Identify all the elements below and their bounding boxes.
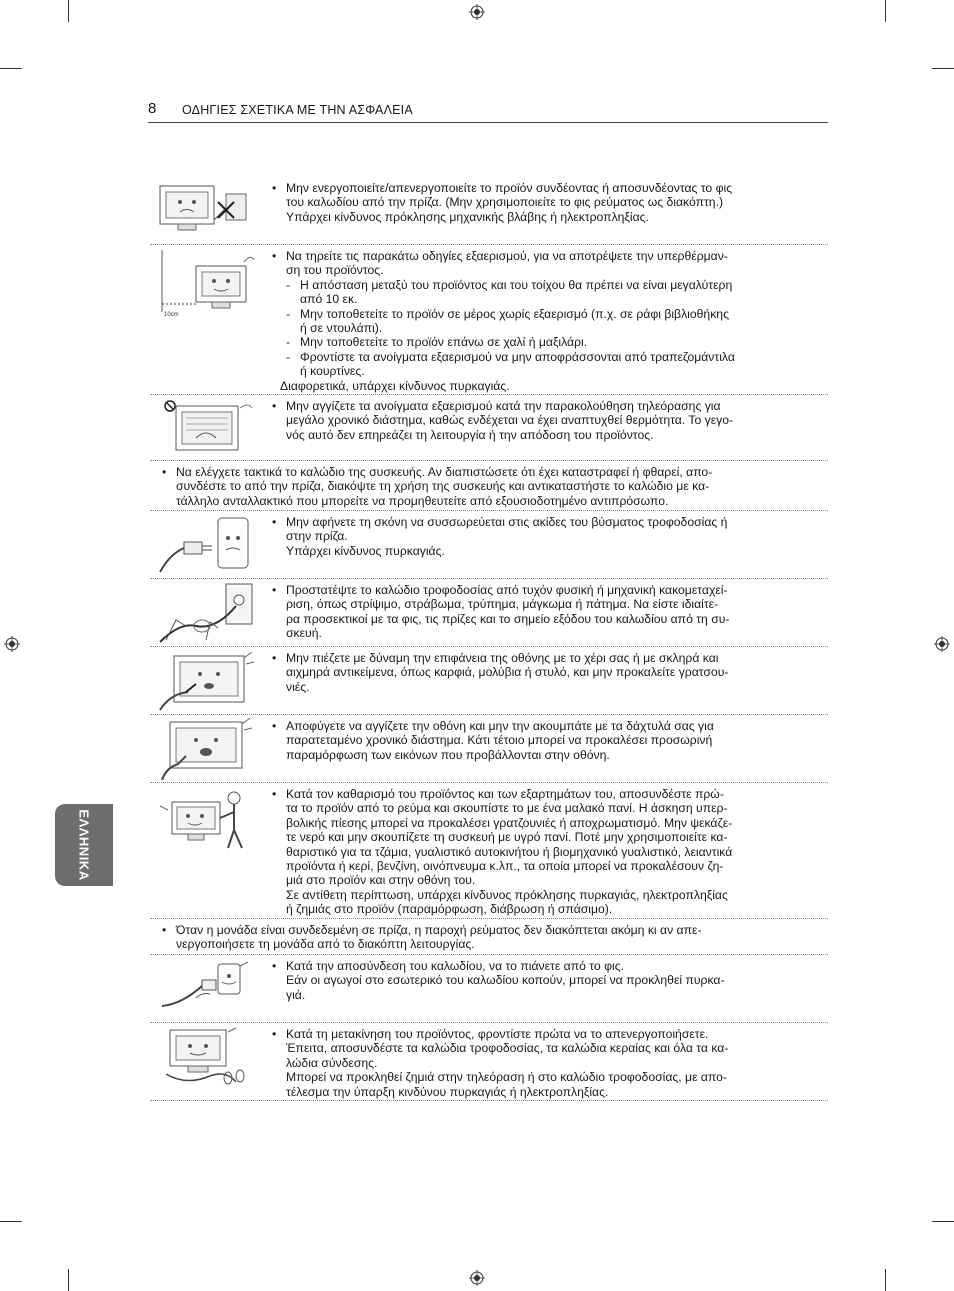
safety-item [150,646,828,715]
bullet-text: • Όταν η μονάδα είναι συνδεδεμένη σε πρίζα, η παροχή ρεύματος δεν διακόπτεται ακόμη κι αν απε- [162,923,812,937]
cable-protection-illustration [156,582,258,644]
body-text: νεργοποιήσετε τη μονάδα από το διακόπτη λειτουργίας. [176,937,475,952]
bullet-text: • Μην πιέζετε με δύναμη την επιφάνεια της οθόνης με το χέρι σας ή με σκληρά και [272,651,812,665]
unplug-by-plug-illustration [156,958,258,1020]
body-text: Εάν οι αγωγοί στο εσωτερικό του καλωδίου κοπούν, μπορεί να προκληθεί πυρκα- [286,973,725,988]
body-text: λώδια σύνδεσης. [286,1055,378,1070]
safety-item [150,1022,828,1101]
registration-mark-icon [4,636,20,652]
body-text: παρατεταμένο χρονικό διάστημα. Κάτι τέτοιο μπορεί να προκαλέσει προσωρινή [286,733,713,748]
dash-item: - Μην τοποθετείτε το προϊόν σε μέρος χωρίς εξαερισμό (π.χ. σε ράφι βιβλιοθήκης [272,307,812,321]
bullet-text: • Να τηρείτε τις παρακάτω οδηγίες εξαερισμού, για να αποτρέψετε την υπερθέρμαν- [272,249,812,263]
bullet-text: • Μην αφήνετε τη σκόνη να συσσωρεύεται στις ακίδες του βύσματος τροφοδοσίας ή [272,515,812,529]
body-text: τέλεσμα την ύπαρξη κινδύνου πυρκαγιάς ή ηλεκτροπληξίας. [286,1084,609,1099]
bullet-text: • Κατά την αποσύνδεση του καλωδίου, να το πιάνετε από το φις. [272,959,812,973]
body-text: Σε αντίθετη περίπτωση, υπάρχει κίνδυνος πρόκλησης πυρκαγιάς, ηλεκτροπληξίας [286,887,728,902]
crop-mark [68,0,69,22]
bullet-text: • Να ελέγχετε τακτικά το καλώδιο της συσκευής. Αν διαπιστώσετε ότι έχει καταστραφεί ή φθαρεί, απο- [162,465,812,479]
tv-unplug-illustration [156,180,258,238]
body-text: μεγάλο χρονικό διάστημα, καθώς ενδέχεται να έχει αναπτυχθεί θερμότητα. Το γεγο- [286,413,734,428]
screen-touch-illustration [156,718,258,780]
body-text: στην πρίζα. [286,529,348,544]
body-text: από 10 εκ. [300,292,358,307]
dash-item: - Φροντίστε τα ανοίγματα εξαερισμού να μην αποφράσσονται από τραπεζομάντιλα [272,350,812,364]
dash-item: - Μην τοποθετείτε το προϊόν επάνω σε χαλί ή μαξιλάρι. [272,335,812,349]
body-text: μιά στο προϊόν και στην οθόνη του. [286,873,476,888]
safety-item [150,578,828,647]
page-header [148,100,828,123]
crop-mark [932,68,954,69]
cleaning-illustration [156,786,258,852]
tv-moving-illustration [156,1026,258,1088]
language-tab [55,804,113,886]
body-text: προϊόντα ή κερί, βενζίνη, οινόπνευμα κ.λπ., τα οποία μπορεί να προκαλέσουν ζη- [286,859,724,874]
registration-mark-icon [934,636,950,652]
body-text: Υπάρχει κίνδυνος πυρκαγιάς. [286,543,445,558]
page-number: 8 [148,100,157,117]
tv-vent-illustration [156,398,258,458]
body-text: τάλληλο ανταλλακτικό που μπορείτε να προμηθευτείτε από εξουσιοδοτημένο αντιπρόσωπο. [176,493,669,508]
body-text: ρα προσεκτικοί με τα φις, τις πρίζες και το σημείο εξόδου του καλωδίου από τη συ- [286,611,730,626]
body-text: Διαφορετικά, υπάρχει κίνδυνος πυρκαγιάς. [280,378,510,393]
bullet-text: • Κατά τον καθαρισμό του προϊόντος και των εξαρτημάτων του, αποσυνδέστε πρώ- [272,787,812,801]
body-text: σκευή. [286,626,322,641]
body-text: του καλωδίου από την πρίζα. (Μην χρησιμοποιείτε το φις ρεύματος ως διακόπτη.) [286,195,724,210]
language-tab-label: ΕΛΛΗΝΙΚΑ [76,809,92,881]
body-text: τα το προϊόν από το ρεύμα και σκουπίστε το με ένα μαλακό πανί. Η άσκηση υπερ- [286,801,728,816]
body-text: παραμόρφωση των εικόνων που προβάλλονται στην οθόνη. [286,747,610,762]
distance-label: 10cm [164,312,179,318]
plug-dust-illustration [156,514,258,576]
screen-pressure-illustration [156,650,258,712]
body-text: νιές. [286,679,310,694]
safety-item [150,918,828,955]
crop-mark [932,1221,954,1222]
safety-item [150,714,828,783]
body-text: συνδέστε το από την πρίζα, διακόψτε τη χρήση της συσκευής και αντικαταστήστε το καλώδιο με κα- [176,479,710,494]
bullet-text: • Προστατέψτε το καλώδιο τροφοδοσίας από τυχόν φυσική ή μηχανική κακομεταχεί- [272,583,812,597]
tv-wall-distance-illustration [156,248,258,320]
body-text: αιχμηρά αντικείμενα, όπως καρφιά, μολύβια ή στυλό, και μην προκαλείτε γρατσου- [286,665,729,680]
body-text: νός αυτό δεν επηρεάζει τη λειτουργία ή την απόδοση του προϊόντος. [286,427,654,442]
safety-item [150,176,828,245]
body-text: γιά. [286,987,306,1002]
crop-mark [68,1269,69,1291]
body-text: ή ζημιάς στο προϊόν (παραμόρφωση, διάβρωση ή σπάσιμο). [286,902,613,917]
body-text: ή κουρτίνες. [300,364,365,379]
body-text: Υπάρχει κίνδυνος πρόκλησης μηχανικής βλάβης ή ηλεκτροπληξίας. [286,209,649,224]
crop-mark [0,1221,22,1222]
registration-mark-icon [469,4,485,20]
body-text: Έπειτα, αποσυνδέστε τα καλώδια τροφοδοσίας, τα καλώδια κεραίας και όλα τα κα- [286,1041,729,1056]
bullet-text: • Αποφύγετε να αγγίζετε την οθόνη και μην την ακουμπάτε με τα δάχτυλά σας για [272,719,812,733]
bullet-text: • Κατά τη μετακίνηση του προϊόντος, φροντίστε πρώτα να το απενεργοποιήσετε. [272,1027,812,1041]
safety-item [150,782,828,919]
body-text: βολικής πίεσης μπορεί να προκαλέσει γρατζουνιές ή αποχρωματισμό. Μην ψεκάζε- [286,815,733,830]
body-text: ή σε ντουλάπι). [300,321,383,336]
safety-item [150,244,828,395]
bullet-text: • Μην ενεργοποιείτε/απενεργοποιείτε το προϊόν συνδέοντας ή αποσυνδέοντας το φις [272,181,812,195]
safety-item [150,510,828,579]
safety-item [150,394,828,461]
registration-mark-icon [469,1270,485,1286]
body-text: ριση, όπως στρίψιμο, στράβωμα, τρύπημα, μάγκωμα ή πάτημα. Να είστε ιδιαίτε- [286,597,719,612]
dash-item: - Η απόσταση μεταξύ του προϊόντος και του τοίχου θα πρέπει να είναι μεγαλύτερη [272,278,812,292]
bullet-text: • Μην αγγίζετε τα ανοίγματα εξαερισμού κατά την παρακολούθηση τηλεόρασης για [272,399,812,413]
safety-item [150,954,828,1023]
body-text: ση του προϊόντος. [286,263,384,278]
crop-mark [885,0,886,22]
body-text: θαριστικό για τα τζάμια, γυαλιστικό αυτοκινήτου ή βιομηχανικό γυαλιστικό, λειαντικά [286,844,733,859]
body-text: τε νερό και μην σκουπίζετε τη συσκευή με υγρό πανί. Ποτέ μην χρησιμοποιείτε κα- [286,830,728,845]
body-text: Μπορεί να προκληθεί ζημιά στην τηλεόραση ή στο καλώδιο τροφοδοσίας, με απο- [286,1070,728,1085]
crop-mark [885,1269,886,1291]
safety-item [150,460,828,511]
page-title: ΟΔΗΓΙΕΣ ΣΧΕΤΙΚΑ ΜΕ ΤΗΝ ΑΣΦΑΛΕΙΑ [182,103,413,117]
crop-mark [0,68,22,69]
